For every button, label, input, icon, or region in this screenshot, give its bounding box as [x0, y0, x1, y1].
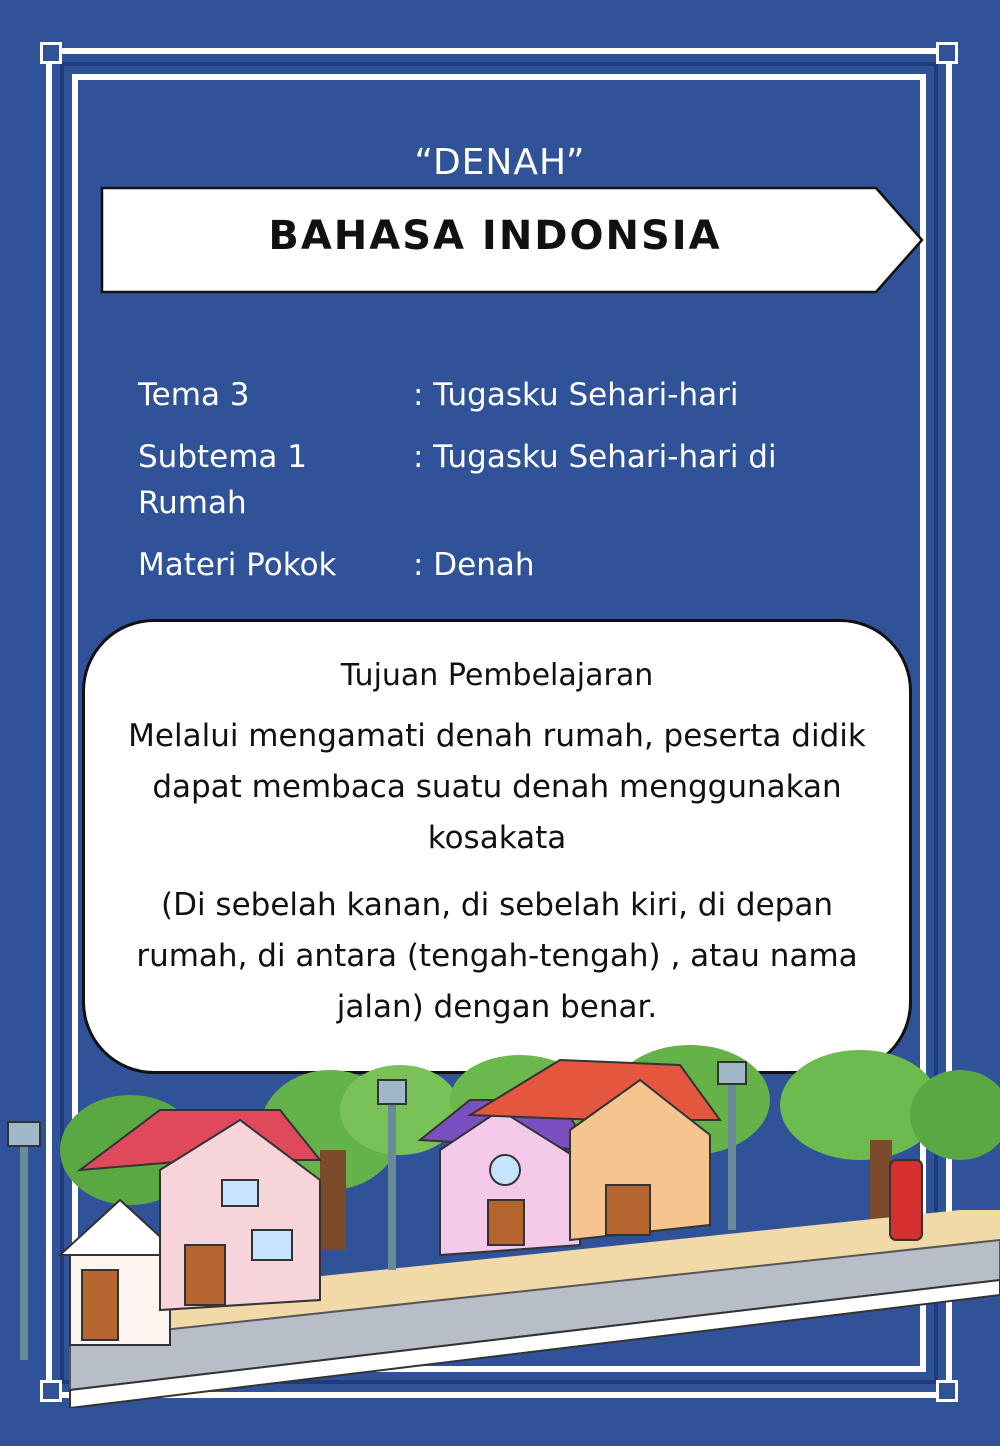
info-label: Materi Pokok — [138, 547, 337, 583]
learning-goal-box — [82, 619, 912, 1074]
info-value: : Tugasku Sehari-hari — [413, 377, 739, 413]
cover-subtitle: “DENAH” — [414, 142, 586, 183]
learning-goal-vocabulary: (Di sebelah kanan, di sebelah kiri, di depan rumah, di antara (tengah-tengah) , atau nama jalan) dengan benar. — [136, 887, 858, 1025]
street-scene-illustration — [0, 1040, 1000, 1446]
info-value: : Denah — [413, 547, 535, 583]
info-value-continuation: Rumah — [138, 485, 247, 521]
frame-corner-top-right — [936, 42, 958, 64]
title-banner — [100, 186, 926, 294]
house-purple-illustration — [420, 1100, 590, 1255]
cover-title: BAHASA INDONSIA — [268, 213, 722, 259]
learning-goal-title: Tujuan Pembelajaran — [340, 658, 654, 693]
info-label: Tema 3 — [138, 377, 250, 413]
lesson-info — [138, 372, 858, 604]
learning-goal-text: Melalui mengamati denah rumah, peserta didik dapat membaca suatu denah menggunakan kosakata — [128, 718, 866, 856]
info-row-subtema — [138, 434, 858, 526]
info-label: Subtema 1 — [138, 439, 308, 475]
mailbox-illustration — [890, 1160, 922, 1240]
info-row-tema — [138, 372, 858, 418]
frame-corner-top-left — [40, 42, 62, 64]
info-value: : Tugasku Sehari-hari di — [413, 439, 777, 475]
info-row-materi — [138, 542, 858, 588]
